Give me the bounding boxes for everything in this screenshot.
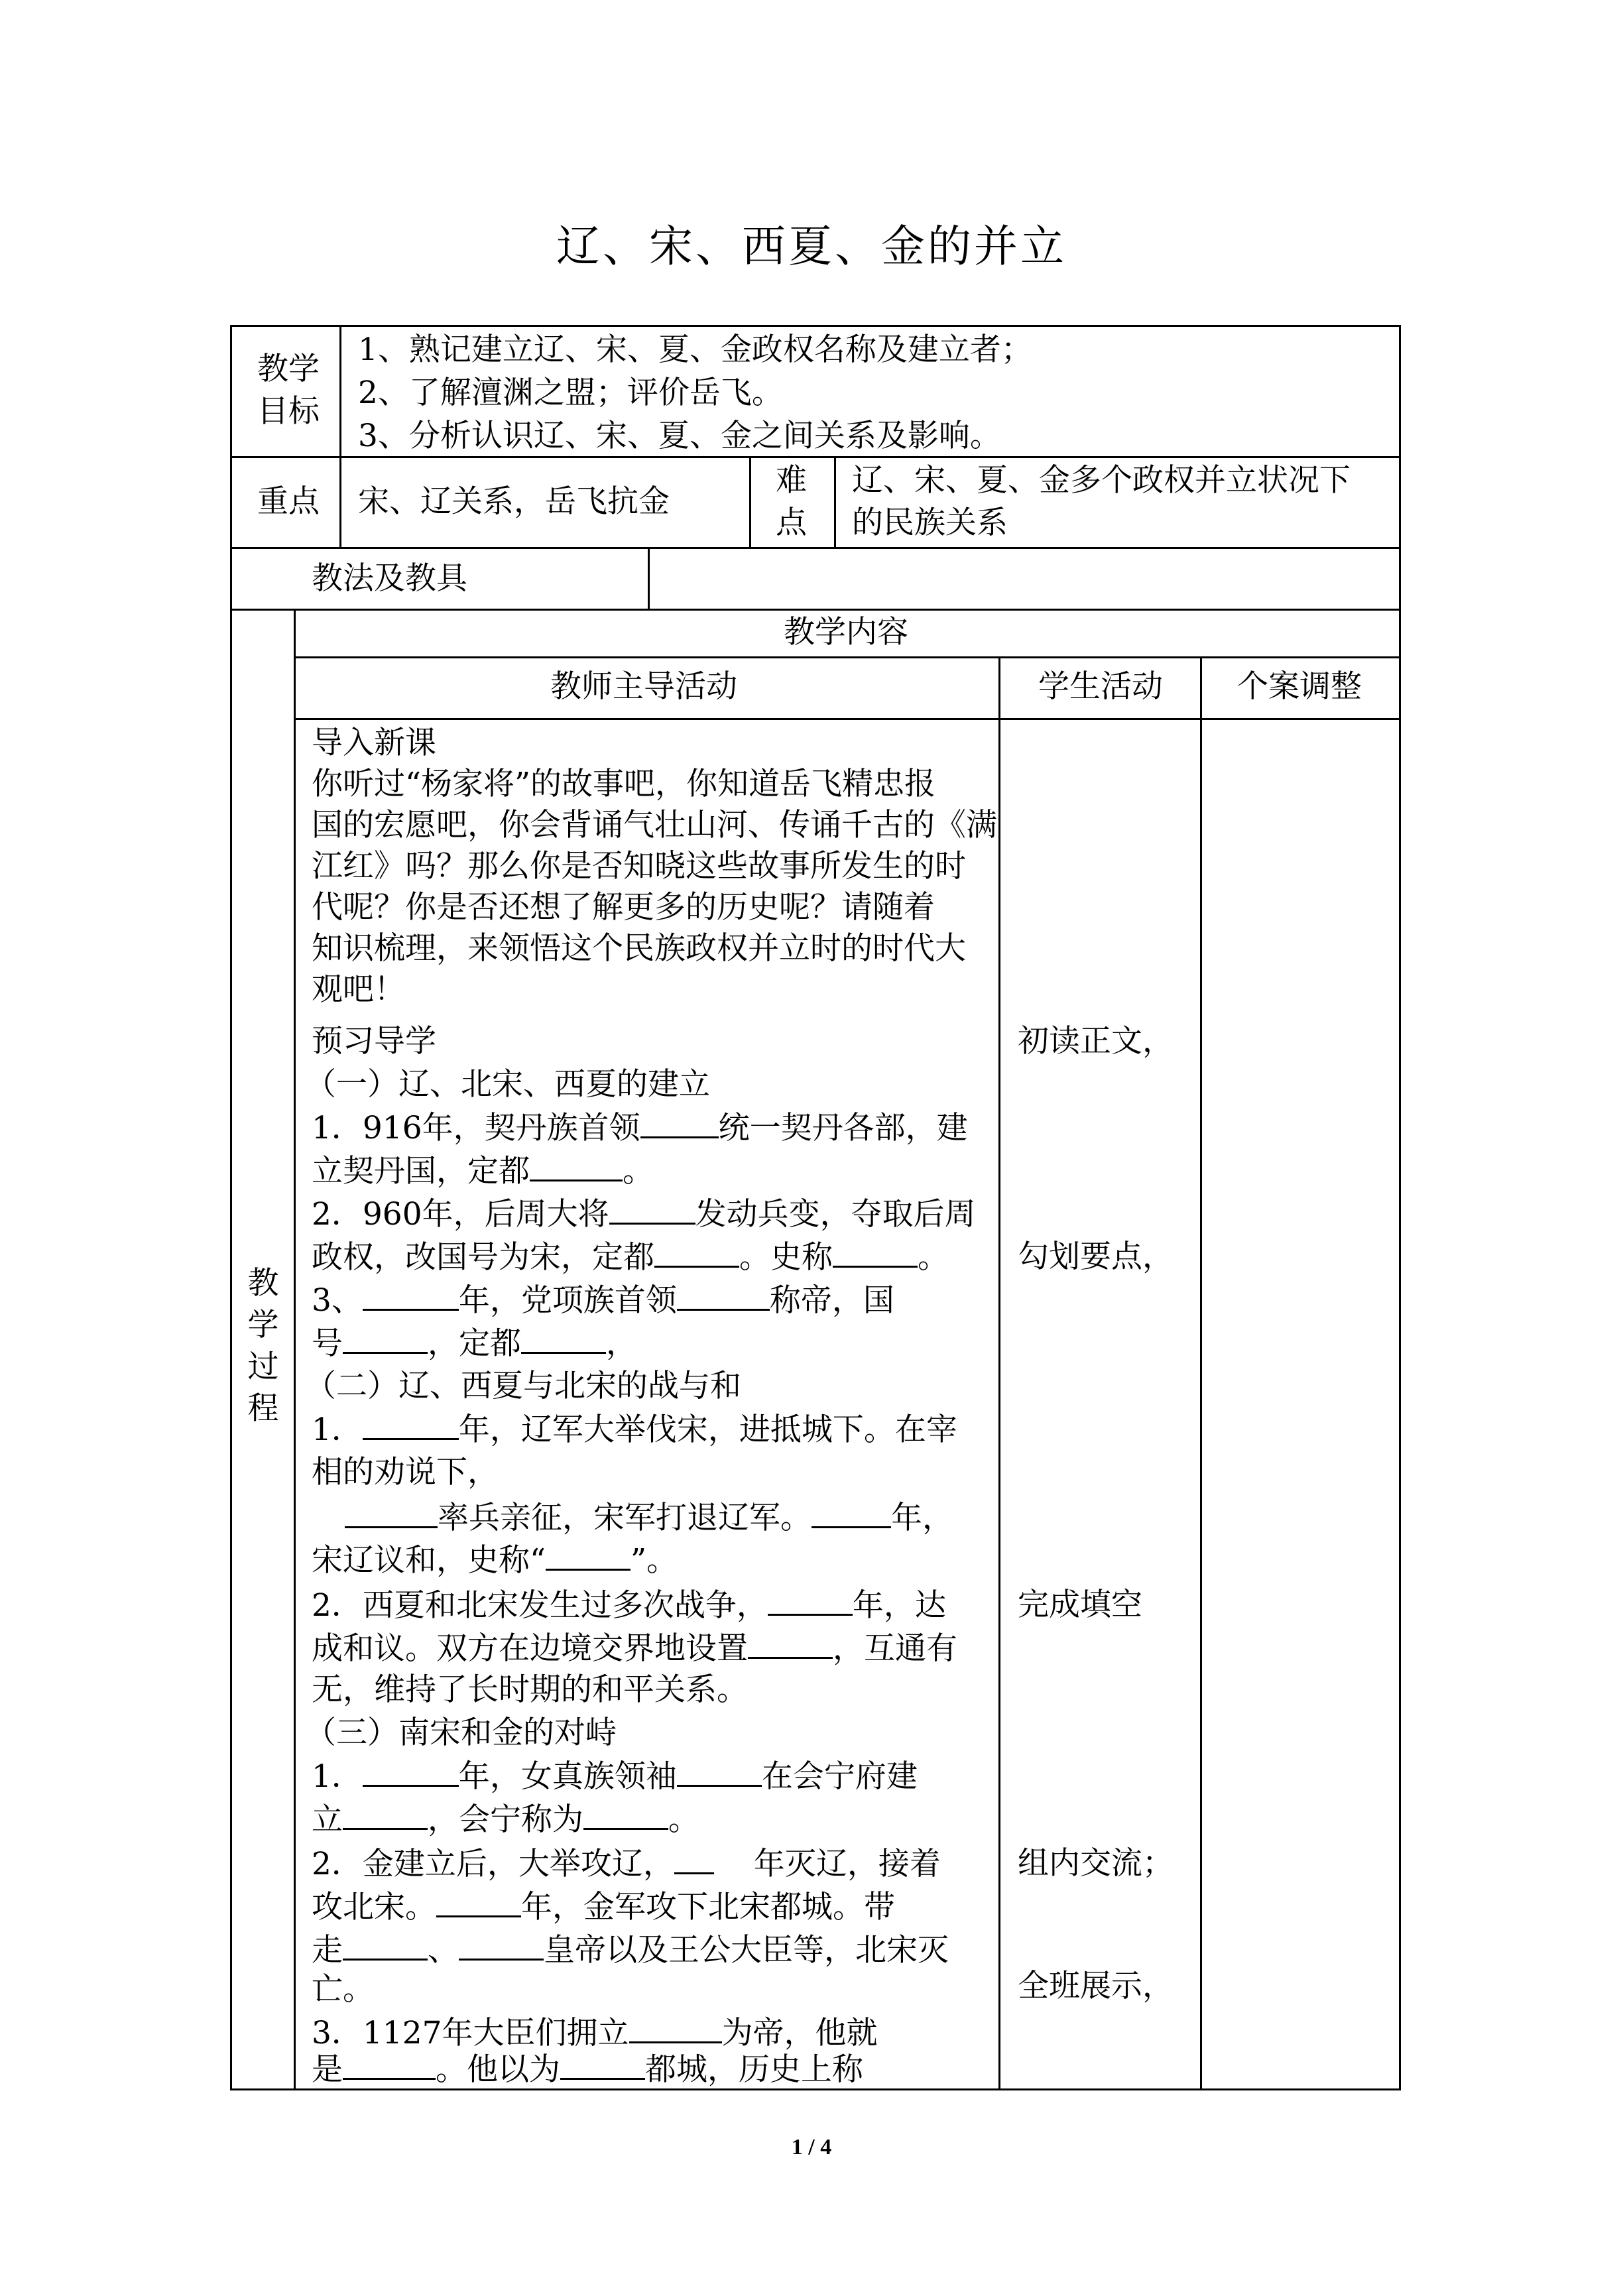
fill-line: 走 、 皇帝以及王公大臣等，北宋灭 <box>312 1929 949 1971</box>
student-activity: 组内交流； <box>1018 1845 1173 1882</box>
blank <box>343 1799 428 1830</box>
methods-label: 教法及教具 <box>312 560 467 597</box>
page-title: 辽、宋、西夏、金的并立 <box>556 221 1067 272</box>
fill-line: 立 ，会宁称为 。 <box>312 1799 699 1841</box>
fill-line: 号 ，定都 ， <box>312 1323 637 1364</box>
blank <box>677 1756 762 1787</box>
fill-line: 立契丹国，定都 。 <box>312 1150 654 1192</box>
blank <box>436 1886 521 1917</box>
student-activity: 全班展示， <box>1018 1968 1173 2004</box>
difficult-value-line1: 辽、宋、夏、金多个政权并立状况下 <box>852 462 1351 499</box>
text-line: 预习导学 <box>312 1023 436 1059</box>
blank <box>459 1929 544 1961</box>
student-activity: 勾划要点， <box>1018 1239 1173 1275</box>
blank <box>748 1628 833 1659</box>
text-line: 无，维持了长时期的和平关系。 <box>312 1671 748 1708</box>
fill-line: 1．916年，契丹族首领 统一契丹各部，建 <box>312 1107 968 1149</box>
text-line: 代呢？你是否还想了解更多的历史呢？请随着 <box>312 889 935 926</box>
blank <box>640 1107 719 1138</box>
section-heading: （二）辽、西夏与北宋的战与和 <box>305 1368 741 1404</box>
text-line: 江红》吗？那么你是否知晓这些故事所发生的时 <box>312 848 966 884</box>
blank <box>343 1323 428 1354</box>
blank <box>345 1497 438 1528</box>
student-activity: 初读正文， <box>1018 1023 1173 1059</box>
blank <box>560 2049 645 2080</box>
student-activity: 完成填空 <box>1018 1587 1142 1623</box>
blank <box>363 1409 459 1440</box>
blank <box>343 1929 428 1961</box>
fill-line: 3、 年，党项族首领 称帝，国 <box>312 1280 894 1321</box>
key-points-value: 宋、辽关系，岳飞抗金 <box>358 483 670 520</box>
blank <box>546 1540 631 1571</box>
fill-line: 成和议。双方在边境交界地设置 ，互通有 <box>312 1628 957 1669</box>
fill-line: 2．金建立后，大举攻辽， 年灭辽，接着 <box>312 1843 941 1885</box>
blank <box>629 2012 722 2043</box>
objectives-label-line1: 教学 <box>257 351 320 387</box>
blank <box>363 1280 459 1311</box>
col-header-student: 学生活动 <box>1038 668 1163 705</box>
content-header: 教学内容 <box>784 614 908 650</box>
fill-line: 是 。他以为 都城，历史上称 <box>312 2049 863 2090</box>
fill-line: 政权，改国号为宋，定都 。史称 。 <box>312 1237 949 1278</box>
difficult-value-line2: 的民族关系 <box>852 505 1008 541</box>
text-line: 亡。 <box>312 1971 374 2008</box>
text-line: 国的宏愿吧，你会背诵气壮山河、传诵千古的《满 <box>312 807 997 843</box>
fill-line: 1． 年，辽军大举伐宋，进抵城下。在宰 <box>312 1409 957 1451</box>
fill-line: 1． 年，女真族领袖 在会宁府建 <box>312 1756 918 1797</box>
difficult-label-line1: 难 <box>776 462 807 499</box>
blank <box>343 2049 436 2080</box>
col-header-teacher: 教师主导活动 <box>550 668 737 705</box>
objective-item: 3、分析认识辽、宋、夏、金之间关系及影响。 <box>358 418 1001 454</box>
blank <box>677 1280 770 1311</box>
difficult-label-line2: 点 <box>776 505 807 541</box>
blank <box>674 1843 714 1874</box>
fill-line: 2．960年，后周大将 发动兵变，夺取后周 <box>312 1193 976 1235</box>
fill-line: 攻北宋。 年，金军攻下北宋都城。带 <box>312 1886 895 1928</box>
objectives-label-line2: 目标 <box>257 393 320 430</box>
blank <box>768 1585 853 1616</box>
fill-line: 率兵亲征，宋军打退辽军。 年， <box>345 1497 953 1539</box>
blank <box>521 1323 606 1354</box>
section-heading: （一）辽、北宋、西夏的建立 <box>305 1066 710 1103</box>
blank <box>530 1150 623 1181</box>
process-label-char: 程 <box>247 1390 279 1427</box>
blank <box>583 1799 668 1830</box>
process-label-char: 教 <box>247 1265 279 1301</box>
page-number: 1 / 4 <box>791 2135 832 2159</box>
section-heading: （三）南宋和金的对峙 <box>305 1715 617 1751</box>
blank <box>812 1497 891 1528</box>
blank <box>833 1237 918 1268</box>
text-line: 导入新课 <box>312 725 436 761</box>
fill-line: 宋辽议和，史称“ ”。 <box>312 1540 678 1581</box>
text-line: 知识梳理，来领悟这个民族政权并立时的时代大 <box>312 930 966 967</box>
blank <box>609 1193 695 1225</box>
fill-line: 2．西夏和北宋发生过多次战争， 年，达 <box>312 1585 946 1626</box>
blank <box>654 1237 739 1268</box>
process-label-char: 过 <box>247 1349 279 1385</box>
key-points-label: 重点 <box>257 483 320 520</box>
process-label-char: 学 <box>247 1307 279 1343</box>
text-line: 你听过“杨家将”的故事吧，你知道岳飞精忠报 <box>312 766 936 802</box>
fill-line: 3．1127年大臣们拥立 为帝，他就 <box>312 2012 878 2054</box>
objective-item: 1、熟记建立辽、宋、夏、金政权名称及建立者； <box>358 332 1032 368</box>
objective-item: 2、了解澶渊之盟；评价岳飞。 <box>358 375 783 411</box>
text-line: 相的劝说下， <box>312 1454 499 1490</box>
blank <box>363 1756 459 1787</box>
text-line: 观吧！ <box>312 971 405 1008</box>
col-header-adjust: 个案调整 <box>1237 668 1362 705</box>
